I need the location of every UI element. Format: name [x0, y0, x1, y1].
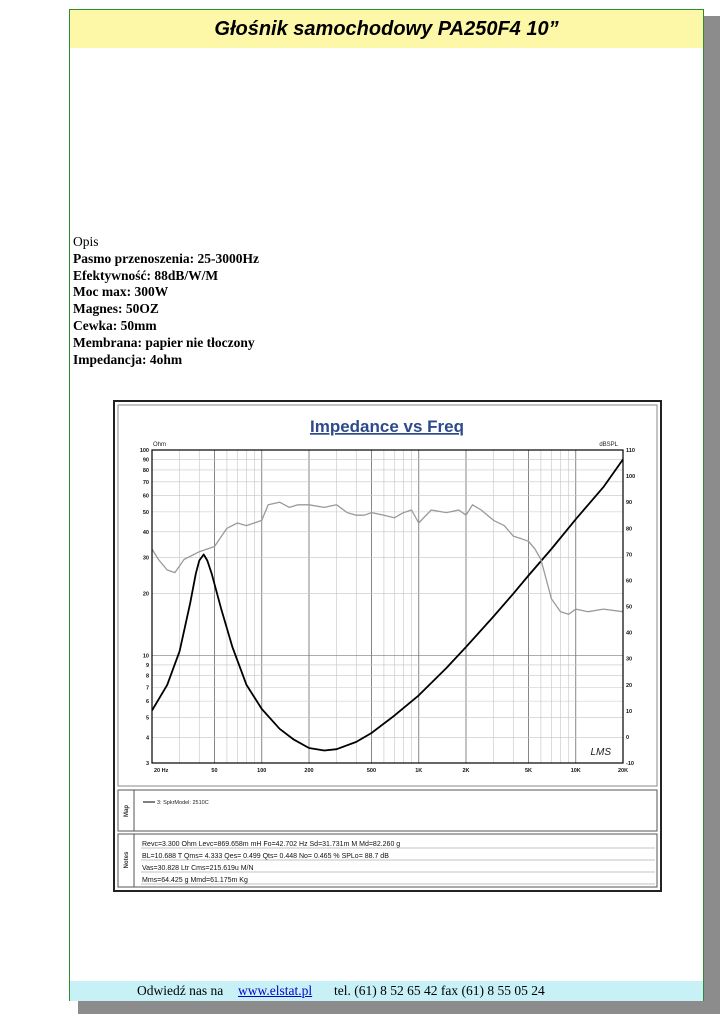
impedance-chart [115, 402, 660, 890]
left-y-tick-label: 80 [142, 467, 149, 474]
x-tick-label: 20 Hz [154, 768, 169, 774]
left-y-tick-label: 50 [142, 509, 149, 516]
left-y-tick-label: 40 [142, 529, 149, 536]
chart-title: Impedance vs Freq [309, 417, 465, 436]
right-y-tick-label: 80 [626, 526, 633, 533]
right-y-tick-label: 60 [626, 578, 633, 585]
right-y-tick-label: 50 [626, 604, 633, 611]
footer-contact: tel. (61) 8 52 65 42 fax (61) 8 55 05 24 [334, 983, 545, 998]
x-tick-label: 20K [617, 768, 629, 774]
spec-line: Moc max: 300W [73, 284, 169, 300]
title-bar [70, 10, 703, 48]
left-y-tick-label: 8 [145, 673, 149, 680]
specs-block [73, 234, 259, 368]
x-tick-label: 50 [211, 768, 218, 774]
left-y-tick-label: 3 [145, 761, 149, 767]
left-y-tick-label: 60 [142, 493, 149, 500]
left-y-tick-label: 7 [145, 685, 149, 692]
notes-line: BL=10.688 T Qms= 4.333 Qes= 0.499 Qts= 0.448 No= 0.465 % SPLo= 88.7 dB [142, 853, 389, 860]
left-y-tick-label: 100 [139, 448, 149, 454]
left-y-tick-label: 10 [142, 653, 149, 660]
right-y-tick-label: 110 [626, 448, 635, 454]
right-y-tick-label: 10 [626, 708, 633, 715]
spec-line: Membrana: papier nie tłoczony [73, 334, 255, 350]
notes-line: Vas=30.828 Ltr Cms=215.619u M/N [142, 865, 254, 872]
document-frame [69, 9, 704, 1001]
spec-line: Magnes: 50OZ [73, 301, 159, 317]
legend-entry: 3: SpkrModel: 2510C [157, 800, 209, 806]
left-y-tick-label: 5 [145, 715, 149, 722]
right-y-tick-label: 20 [626, 682, 633, 689]
lms-logo: LMS [590, 747, 611, 758]
right-y-tick-label: 70 [626, 552, 633, 559]
spec-line: Impedancja: 4ohm [73, 351, 183, 367]
right-axis-unit: dBSPL [599, 442, 618, 448]
page-title: Głośnik samochodowy PA250F4 10” [214, 17, 559, 40]
notes-line: Revc=3.300 Ohm Levc=869.658m mH Fo=42.702 Hz Sd=31.731m M Md=82.260 g [142, 841, 401, 848]
x-tick-label: 100 [257, 768, 267, 774]
left-y-tick-label: 4 [145, 735, 149, 742]
right-y-tick-label: 100 [626, 474, 636, 481]
left-axis-unit: Ohm [153, 442, 167, 448]
x-tick-label: 2K [462, 768, 470, 774]
left-y-tick-label: 90 [142, 457, 149, 464]
notes-line: Mms=64.425 g Mmd=61.175m Kg [142, 877, 248, 884]
notes-label: Notes [124, 851, 130, 869]
footer-prefix: Odwiedź nas na [137, 983, 224, 998]
spec-line: Cewka: 50mm [73, 317, 157, 333]
footer-bar [70, 981, 703, 1001]
x-tick-label: 200 [304, 768, 314, 774]
spec-line: Efektywność: 88dB/W/M [73, 267, 219, 283]
left-y-tick-label: 30 [142, 555, 149, 562]
right-y-tick-label: 0 [626, 734, 630, 741]
right-y-tick-label: -10 [626, 761, 634, 767]
left-y-tick-label: 20 [142, 591, 149, 598]
footer-website-link[interactable]: www.elstat.pl [238, 983, 313, 998]
right-y-tick-label: 40 [626, 630, 633, 637]
x-tick-label: 5K [524, 768, 532, 774]
right-y-tick-label: 30 [626, 656, 633, 663]
x-tick-label: 1K [415, 768, 423, 774]
right-y-tick-label: 90 [626, 500, 633, 507]
map-label: Map [124, 805, 130, 817]
spec-line: Pasmo przenoszenia: 25-3000Hz [73, 250, 259, 266]
x-tick-label: 10K [570, 768, 581, 774]
x-tick-label: 500 [366, 768, 377, 774]
left-y-tick-label: 9 [145, 662, 149, 669]
impedance-figure [113, 400, 662, 892]
left-y-tick-label: 6 [145, 699, 149, 706]
specs-heading: Opis [73, 234, 99, 249]
left-y-tick-label: 70 [142, 479, 149, 486]
